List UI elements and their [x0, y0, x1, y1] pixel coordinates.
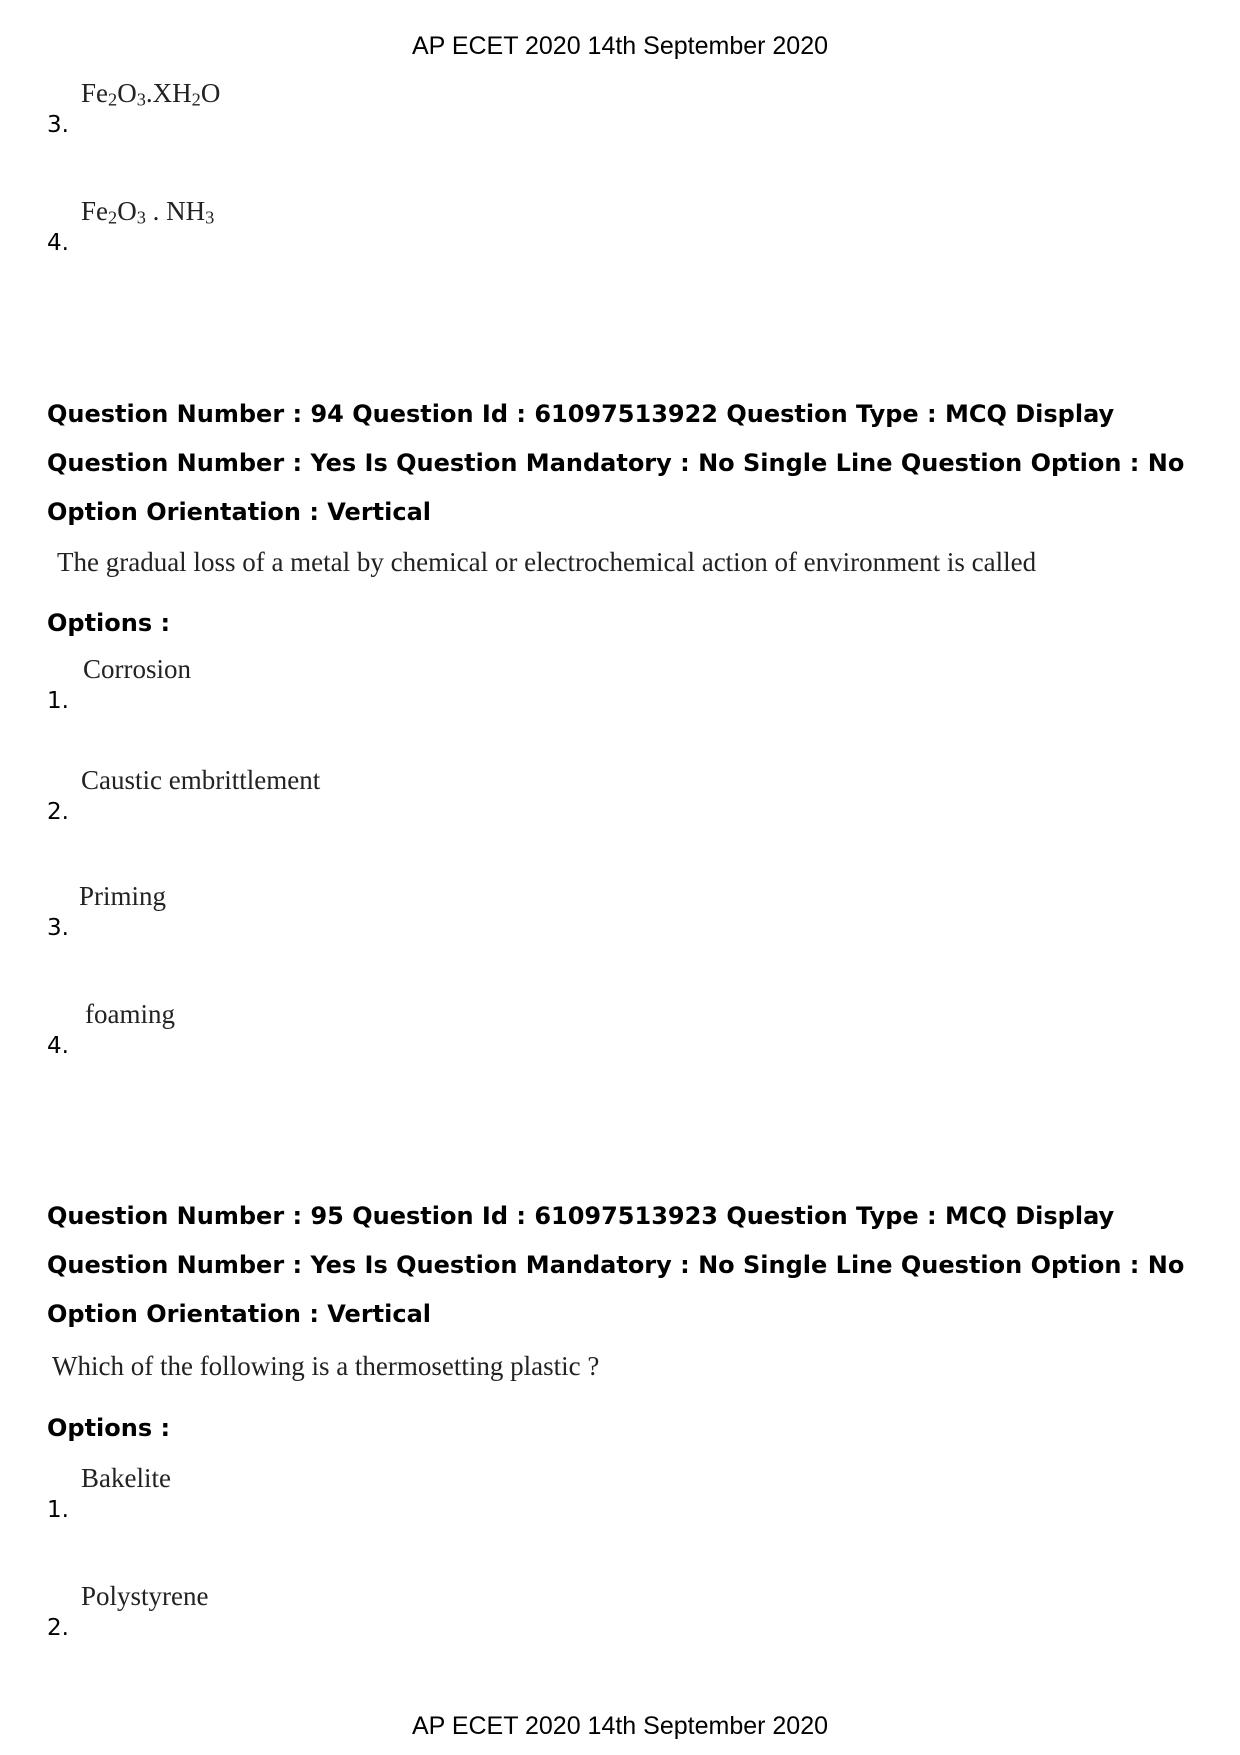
option-number: 2. [47, 799, 69, 825]
option-number: 3. [47, 915, 69, 941]
question-95-text: Which of the following is a thermosetting plastic ? [52, 1351, 600, 1381]
option-text: Caustic embrittlement [81, 765, 321, 795]
option-text: Corrosion [83, 654, 191, 684]
question-94-options-label: Options : [47, 609, 171, 637]
option-number: 1. [47, 1497, 69, 1523]
page-footer: AP ECET 2020 14th September 2020 [411, 1712, 829, 1740]
option-number: 4. [47, 1033, 69, 1059]
option-number: 3. [47, 112, 69, 138]
page-header: AP ECET 2020 14th September 2020 [411, 32, 829, 60]
option-number: 4. [47, 230, 69, 256]
q94-option-2 [47, 765, 647, 825]
prev-option-4 [47, 196, 647, 256]
option-number: 2. [47, 1615, 69, 1641]
option-text: Polystyrene [81, 1581, 209, 1611]
option-number: 1. [47, 688, 69, 714]
question-94-text: The gradual loss of a metal by chemical or electrochemical action of environment is called [57, 547, 1037, 577]
q94-option-4 [47, 999, 647, 1059]
question-94-meta: Question Number : 94 Question Id : 61097513922 Question Type : MCQ Display Question Number : Yes Is Question Mandatory : No Single Line Question Option : No Option Orientation : Vertical [47, 400, 1185, 526]
option-text: foaming [85, 999, 175, 1029]
option-formula: $Fe_2O_3$ . $NH_3$ [81, 196, 215, 228]
q95-option-2 [47, 1581, 647, 1641]
option-text: Bakelite [81, 1463, 171, 1493]
question-95-meta: Question Number : 95 Question Id : 61097513923 Question Type : MCQ Display Question Number : Yes Is Question Mandatory : No Single Line Question Option : No Option Orientation : Vertical [47, 1202, 1185, 1328]
question-95-options-label: Options : [47, 1414, 171, 1442]
option-text: Priming [79, 881, 167, 911]
q94-option-1 [47, 654, 647, 714]
option-formula: $Fe_2O_3.XH_2O$ [81, 78, 221, 110]
q95-option-1 [47, 1463, 647, 1523]
q94-option-3 [47, 881, 647, 941]
prev-option-3 [47, 78, 647, 138]
